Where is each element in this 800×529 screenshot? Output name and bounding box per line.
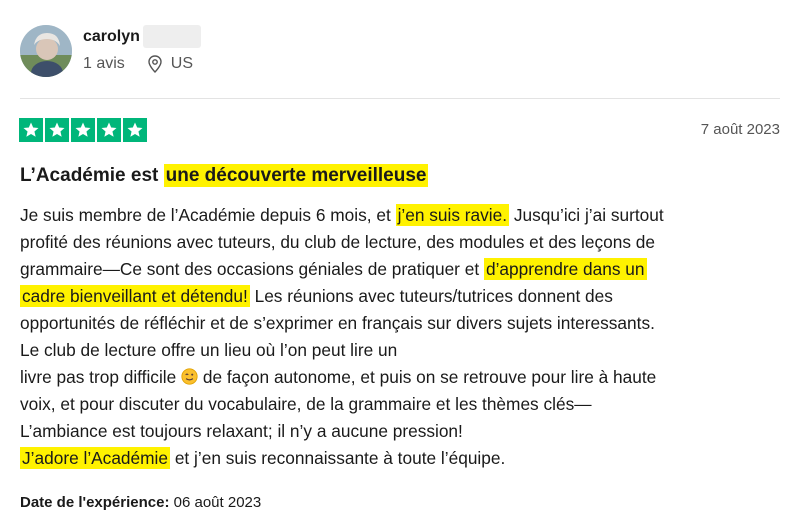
body-line (20, 229, 790, 256)
body-line (20, 391, 790, 418)
location-pin-icon (147, 55, 163, 73)
body-line (20, 418, 790, 445)
star-icon (97, 118, 121, 142)
reviewer-country: US (170, 55, 194, 72)
body-text: Je suis membre de l’Académie depuis 6 mois, et (20, 205, 396, 225)
star-rating (19, 118, 147, 142)
body-text: de façon autonome, et puis on se retrouve pour lire à haute (198, 367, 657, 387)
body-line (20, 256, 790, 283)
body-text: Le club de lecture offre un lieu où l’on peut lire un (20, 340, 398, 360)
body-text: L’ambiance est toujours relaxant; il n’y a aucune pression! (20, 421, 463, 441)
winking-face-icon (181, 368, 198, 385)
body-text: grammaire—Ce sont des occasions géniales de pratiquer et (20, 259, 484, 279)
review-title[interactable] (20, 161, 428, 191)
experience-value: 06 août 2023 (169, 494, 262, 511)
body-line (20, 202, 790, 229)
body-highlight: J’adore l’Académie (22, 448, 169, 468)
body-highlight: d’apprendre dans un (485, 259, 645, 279)
star-icon (19, 118, 43, 142)
body-text: livre pas trop difficile (20, 367, 182, 387)
body-highlight: j’en suis ravie. (397, 205, 508, 225)
review-count: 1 avis (83, 55, 125, 72)
body-line (20, 337, 790, 364)
redacted-surname (143, 25, 201, 48)
review-date: 7 août 2023 (700, 121, 780, 138)
body-line (20, 310, 790, 337)
divider (20, 98, 780, 99)
experience-date (20, 494, 261, 511)
body-text: profité des réunions avec tuteurs, du club de lecture, des modules et des leçons de (20, 232, 655, 252)
body-text: opportunités de réfléchir et de s’exprimer en français sur divers sujets interessants. (20, 313, 655, 333)
reviewer-meta (83, 55, 193, 73)
body-text: Jusqu’ici j’ai surtout (509, 205, 664, 225)
title-text: L’Académie est (20, 165, 164, 186)
star-icon (45, 118, 69, 142)
experience-label: Date de l'expérience: (20, 494, 170, 511)
star-icon (71, 118, 95, 142)
reviewer-name[interactable]: carolyn (83, 28, 140, 45)
star-icon (123, 118, 147, 142)
body-text: et j’en suis reconnaissante à toute l’équipe. (170, 448, 506, 468)
body-line (20, 283, 790, 310)
body-highlight: cadre bienveillant et détendu! (22, 286, 248, 306)
avatar[interactable] (20, 25, 72, 77)
body-line (20, 445, 790, 472)
body-line (20, 364, 790, 391)
review-body (20, 202, 790, 472)
title-highlight: une découverte merveilleuse (165, 165, 427, 186)
body-text: Les réunions avec tuteurs/tutrices donnent des (249, 286, 613, 306)
body-text: voix, et pour discuter du vocabulaire, de la grammaire et les thèmes clés— (20, 394, 592, 414)
